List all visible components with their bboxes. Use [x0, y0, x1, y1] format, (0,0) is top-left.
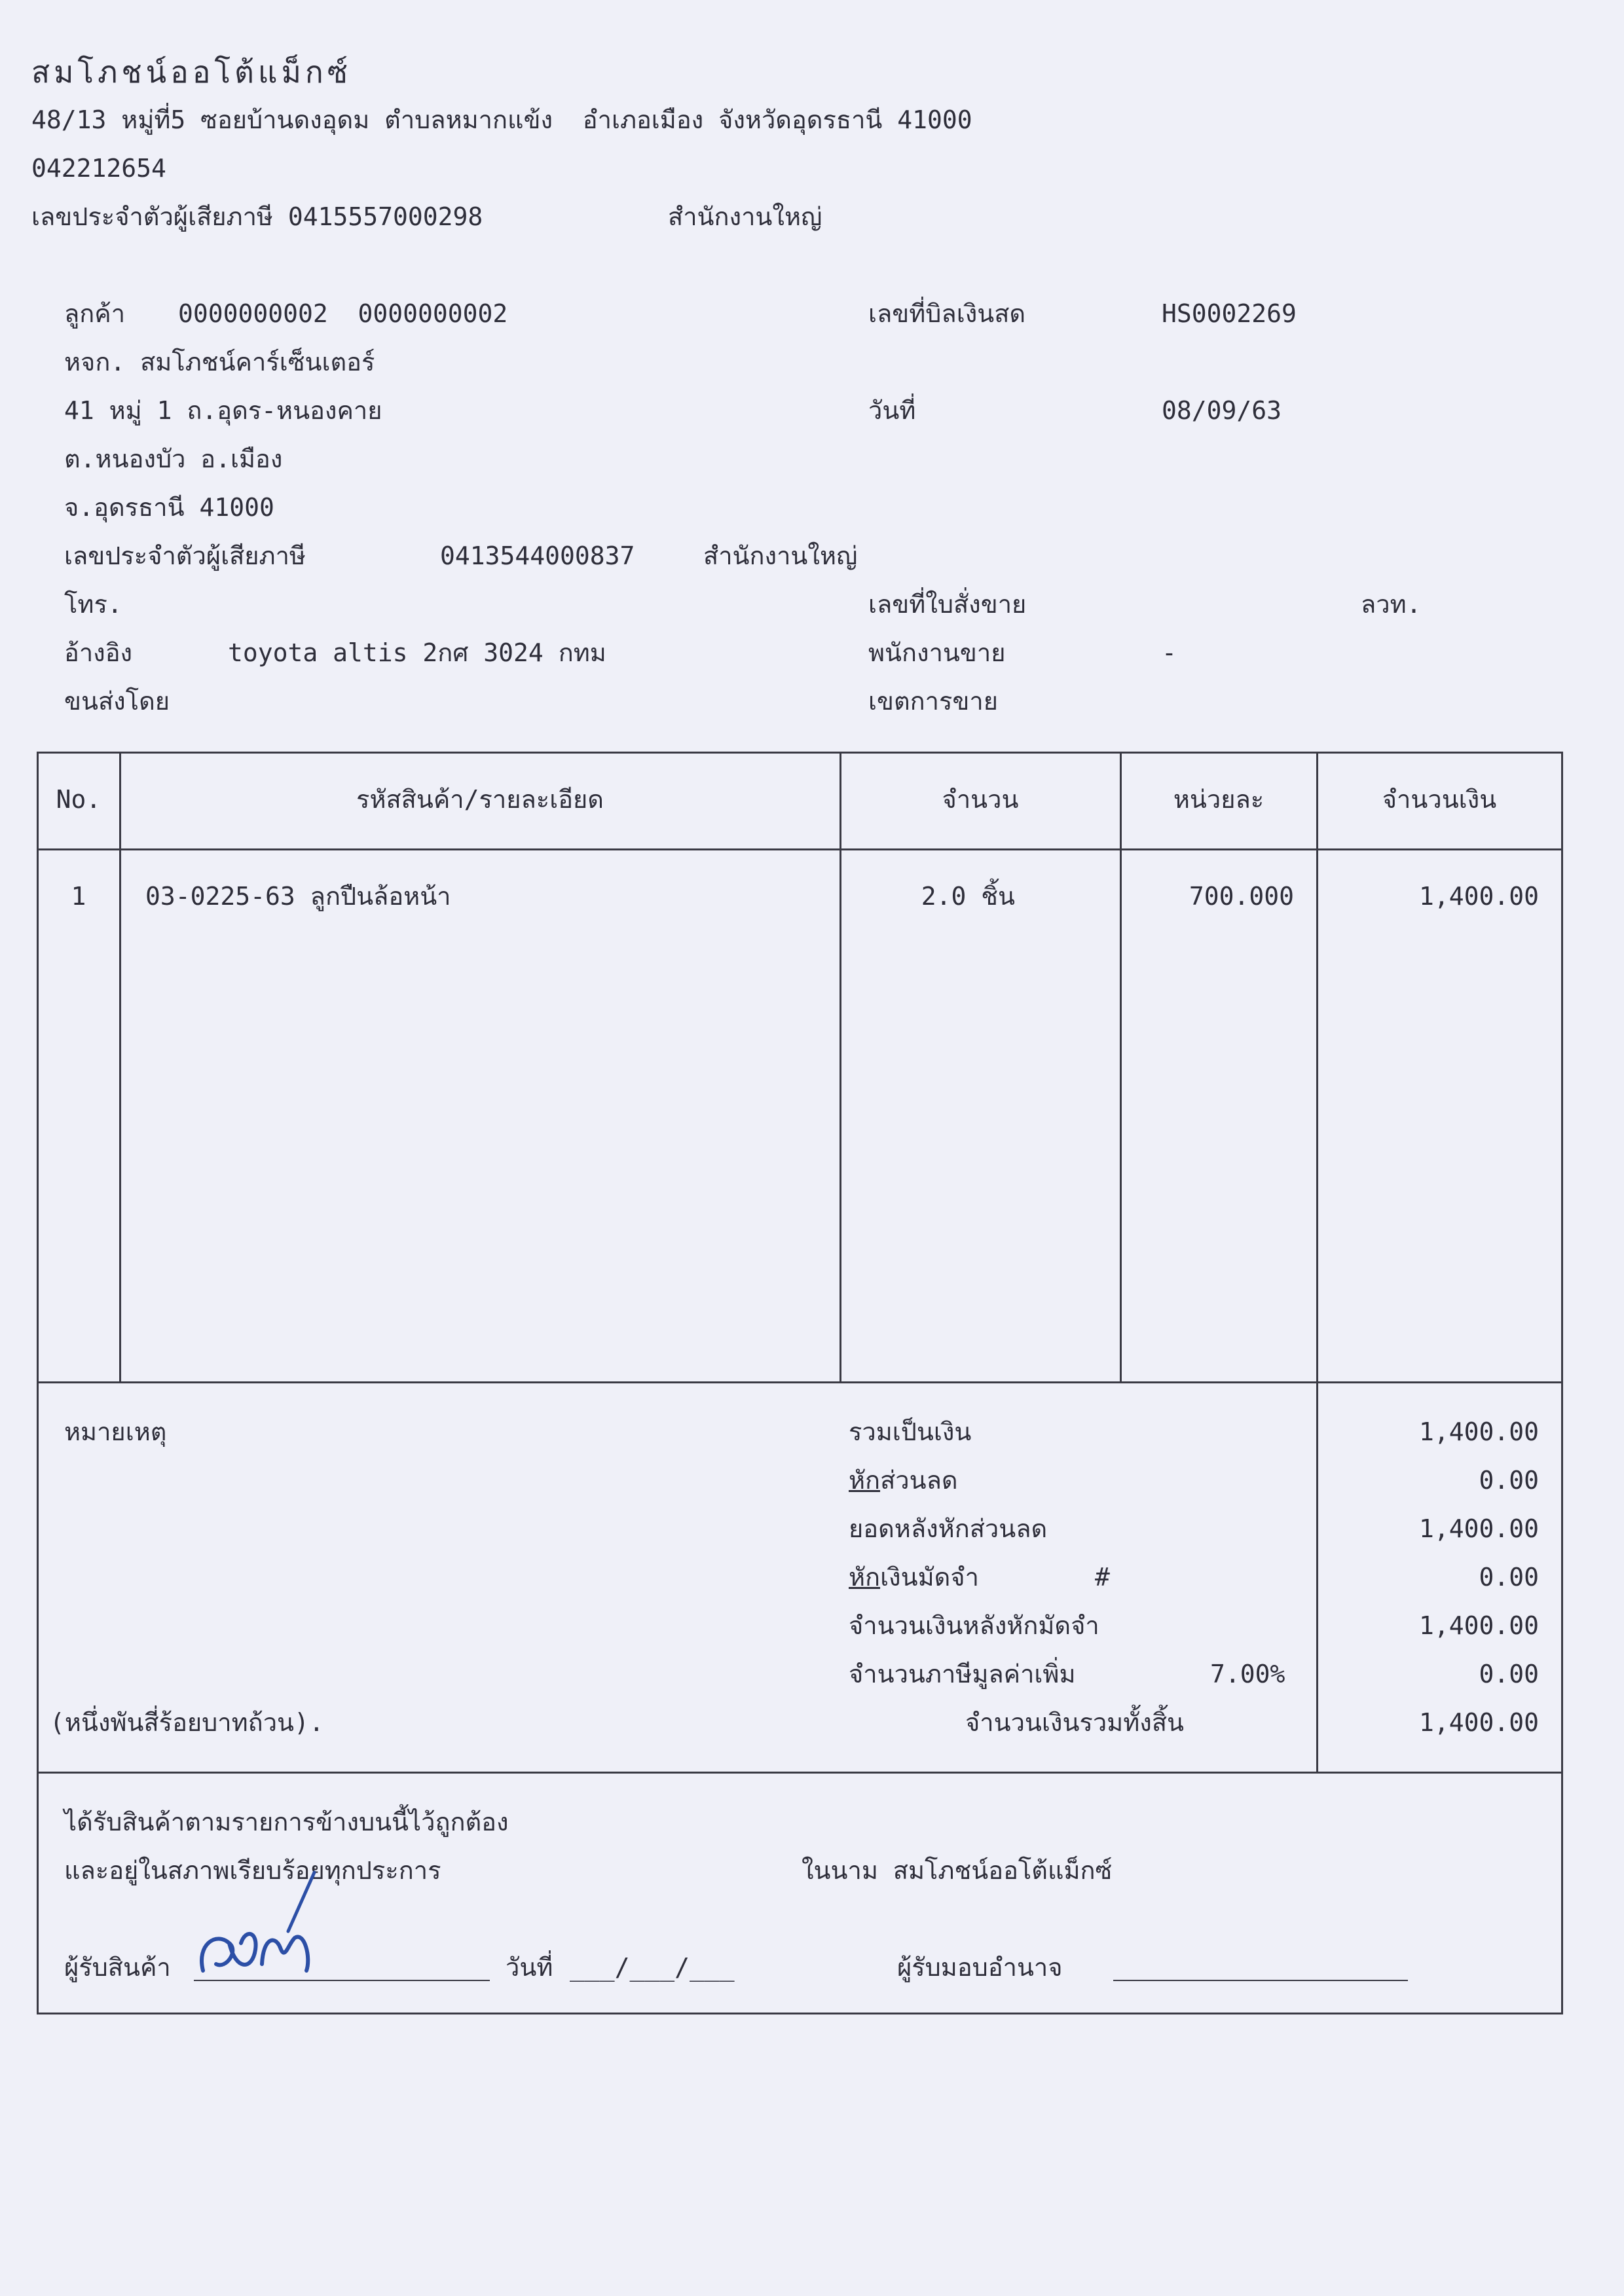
customer-tax-id: 0413544000837	[440, 541, 635, 570]
row-quantity: 2.0 ชิ้น	[921, 882, 1015, 911]
amount-in-words: (หนึ่งพันสี่ร้อยบาทถ้วน).	[50, 1708, 324, 1737]
company-phone: 042212654	[31, 154, 166, 183]
discount-label	[849, 1465, 958, 1495]
table-top-border	[37, 752, 1562, 754]
row-no: 1	[71, 882, 86, 911]
authorized-signature-line	[1113, 1980, 1408, 1981]
deposit-value: 0.00	[1479, 1563, 1539, 1592]
authorized-label: ผู้รับมอบอำนาจ	[897, 1953, 1063, 1982]
discount-label-deduct: หัก	[849, 1466, 881, 1495]
on-behalf-of: ในนาม สมโภชน์ออโต้แม็กซ์	[802, 1856, 1113, 1885]
reference-label: อ้างอิง	[64, 638, 133, 667]
bill-date-label: วันที่	[868, 396, 916, 425]
handwritten-signature	[190, 1866, 347, 1984]
received-statement-1: ได้รับสินค้าตามรายการข้างบนนี้ไว้ถูกต้อง	[64, 1808, 509, 1836]
sales-order-value: ลวท.	[1361, 590, 1422, 619]
deposit-label-deduct: หัก	[849, 1563, 881, 1592]
reference-value: toyota altis 2กศ 3024 กทม	[228, 638, 606, 667]
vat-label: จำนวนภาษีมูลค่าเพิ่ม	[849, 1660, 1076, 1688]
company-name: สมโภชน์ออโต้แม็กซ์	[31, 54, 352, 90]
deposit-label-rest: เงินมัดจำ	[880, 1563, 979, 1592]
receive-date-label: วันที่	[506, 1953, 553, 1982]
remark-label: หมายเหตุ	[64, 1417, 167, 1446]
column-header-no: No.	[56, 785, 101, 814]
deposit-label	[849, 1562, 979, 1592]
table-right-border	[1561, 752, 1563, 2014]
vat-value: 0.00	[1479, 1660, 1539, 1688]
subtotal-label: รวมเป็นเงิน	[849, 1417, 972, 1446]
grand-total-label: จำนวนเงินรวมทั้งสิ้น	[965, 1708, 1184, 1737]
customer-tax-label: เลขประจำตัวผู้เสียภาษี	[64, 541, 306, 570]
column-divider-2	[840, 752, 841, 1383]
deposit-hash: #	[1095, 1563, 1110, 1592]
row-amount: 1,400.00	[1418, 882, 1539, 911]
sales-order-label: เลขที่ใบสั่งขาย	[868, 590, 1027, 619]
bill-date: 08/09/63	[1162, 396, 1282, 425]
discount-label-rest: ส่วนลด	[880, 1466, 958, 1495]
column-divider-1	[119, 752, 121, 1383]
salesperson-label: พนักงานขาย	[868, 638, 1006, 667]
after-discount-label: ยอดหลังหักส่วนลด	[849, 1514, 1048, 1543]
customer-code: 0000000002 0000000002	[178, 299, 508, 328]
vat-rate: 7.00%	[1210, 1660, 1285, 1688]
subtotal-value: 1,400.00	[1418, 1417, 1539, 1446]
salesperson-value: -	[1162, 638, 1177, 667]
discount-value: 0.00	[1479, 1466, 1539, 1495]
column-header-unit-price: หน่วยละ	[1173, 785, 1264, 814]
after-deposit-label: จำนวนเงินหลังหักมัดจำ	[849, 1611, 1099, 1640]
receive-date-blank: ___/___/___	[570, 1953, 735, 1982]
column-header-amount: จำนวนเงิน	[1382, 785, 1497, 814]
row-description: 03-0225-63 ลูกปืนล้อหน้า	[145, 882, 451, 911]
company-branch: สำนักงานใหญ่	[668, 202, 822, 231]
customer-name: หจก. สมโภชน์คาร์เซ็นเตอร์	[64, 348, 375, 376]
customer-label: ลูกค้า	[64, 299, 126, 328]
customer-address-3: จ.อุดรธานี 41000	[64, 493, 274, 522]
table-header-divider	[37, 848, 1562, 850]
company-address: 48/13 หมู่ที่5 ซอยบ้านดงอุดม ตำบลหมากแข้ง อำเภอเมือง จังหวัดอุดรธานี 41000	[31, 105, 972, 134]
bill-number: HS0002269	[1162, 299, 1297, 328]
totals-bottom-border	[37, 1772, 1562, 1774]
row-unit-price: 700.000	[1189, 882, 1294, 911]
after-deposit-value: 1,400.00	[1418, 1611, 1539, 1640]
footer-bottom-border	[37, 2013, 1562, 2014]
column-divider-3	[1120, 752, 1122, 1383]
receiver-label: ผู้รับสินค้า	[64, 1953, 171, 1982]
grand-total-value: 1,400.00	[1418, 1708, 1539, 1737]
shipping-label: ขนส่งโดย	[64, 687, 170, 716]
column-header-description: รหัสสินค้า/รายละเอียด	[356, 785, 604, 814]
customer-phone-label: โทร.	[64, 590, 122, 619]
bill-number-label: เลขที่บิลเงินสด	[868, 299, 1026, 328]
customer-address-1: 41 หมู่ 1 ถ.อุดร-หนองคาย	[64, 396, 382, 425]
table-body-bottom	[37, 1381, 1562, 1383]
company-tax-id: เลขประจำตัวผู้เสียภาษี 0415557000298	[31, 202, 483, 231]
received-statement-2: และอยู่ในสภาพเรียบร้อยทุกประการ	[64, 1856, 441, 1885]
customer-address-2: ต.หนองบัว อ.เมือง	[64, 445, 283, 473]
customer-branch: สำนักงานใหญ่	[703, 541, 858, 570]
sales-area-label: เขตการขาย	[868, 687, 998, 716]
after-discount-value: 1,400.00	[1418, 1514, 1539, 1543]
column-header-quantity: จำนวน	[942, 785, 1019, 814]
table-left-border	[37, 752, 39, 2014]
